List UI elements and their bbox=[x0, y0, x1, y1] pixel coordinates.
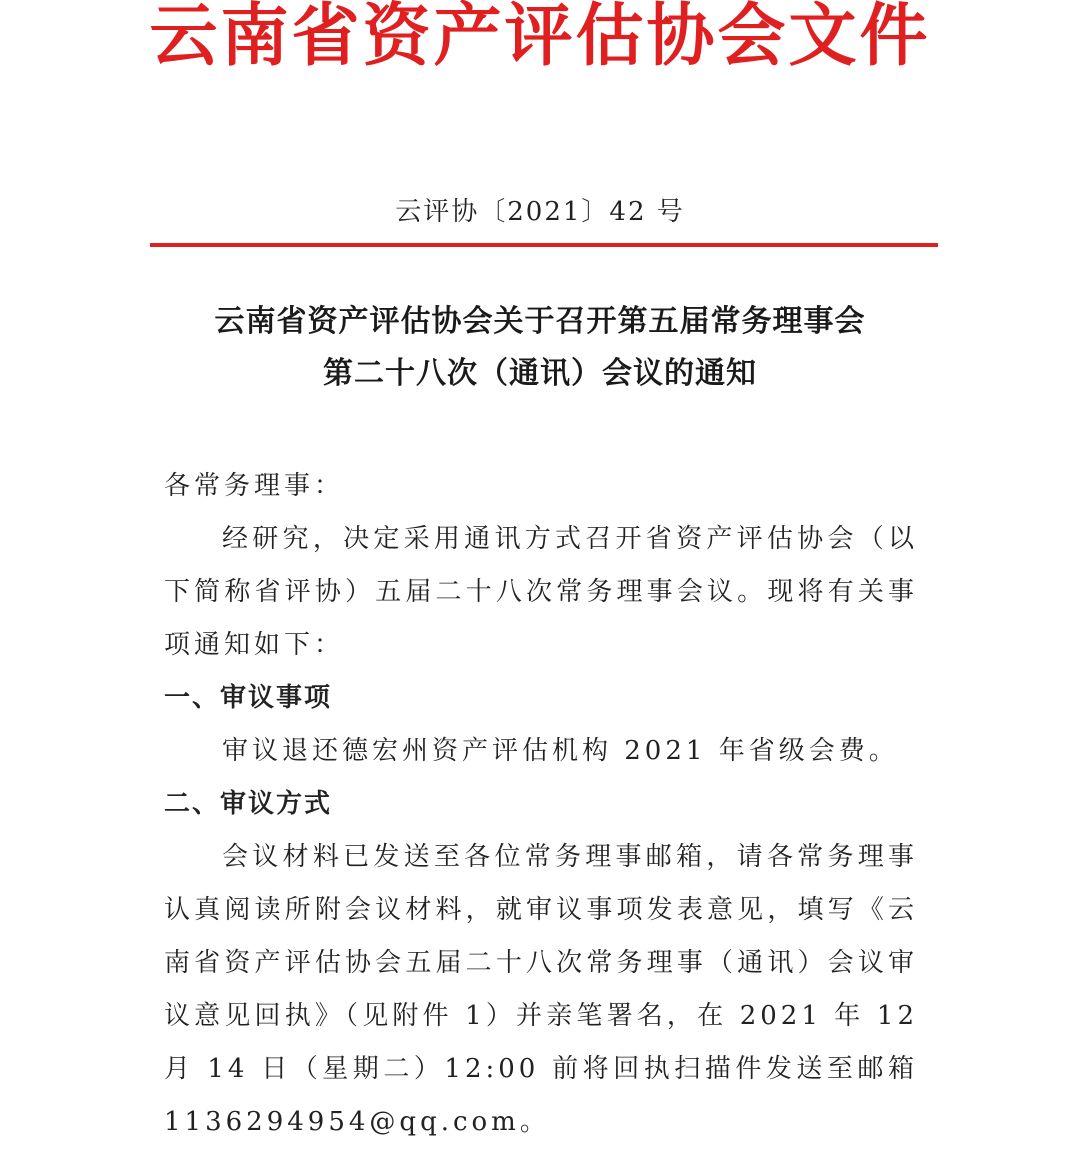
salutation: 各常务理事： bbox=[164, 471, 345, 501]
section-2-heading: 二、审议方式 bbox=[164, 789, 333, 819]
notice-title bbox=[0, 296, 1080, 400]
notice-title-line-1: 云南省资产评估协会关于召开第五届常务理事会 bbox=[214, 304, 866, 339]
document-masthead: 云南省资产评估协会文件 bbox=[149, 0, 931, 76]
document-number: 云评协〔2021〕42 号 bbox=[395, 197, 685, 227]
section-2-text: 会议材料已发送至各位常务理事邮箱，请各常务理事认真阅读所附会议材料，就审议事项发表意见，填写《云南省资产评估协会五届二十八次常务理事（通讯）会议审议意见回执》（见附件 1）并亲笔署名，在 2021 年 12 月 14 日（星期二）12:00 前将回执扫描件发送至邮箱 1136294954@qq.com。 bbox=[164, 842, 918, 1137]
notice-body bbox=[164, 460, 918, 1149]
section-1-text: 审议退还德宏州资产评估机构 2021 年省级会费。 bbox=[222, 736, 899, 766]
notice-title-line-2: 第二十八次（通讯）会议的通知 bbox=[323, 356, 757, 391]
section-1-heading: 一、审议事项 bbox=[164, 683, 333, 713]
intro-paragraph: 经研究，决定采用通讯方式召开省资产评估协会（以下简称省评协）五届二十八次常务理事会议。现将有关事项通知如下： bbox=[164, 524, 918, 660]
red-divider-rule bbox=[150, 243, 938, 247]
